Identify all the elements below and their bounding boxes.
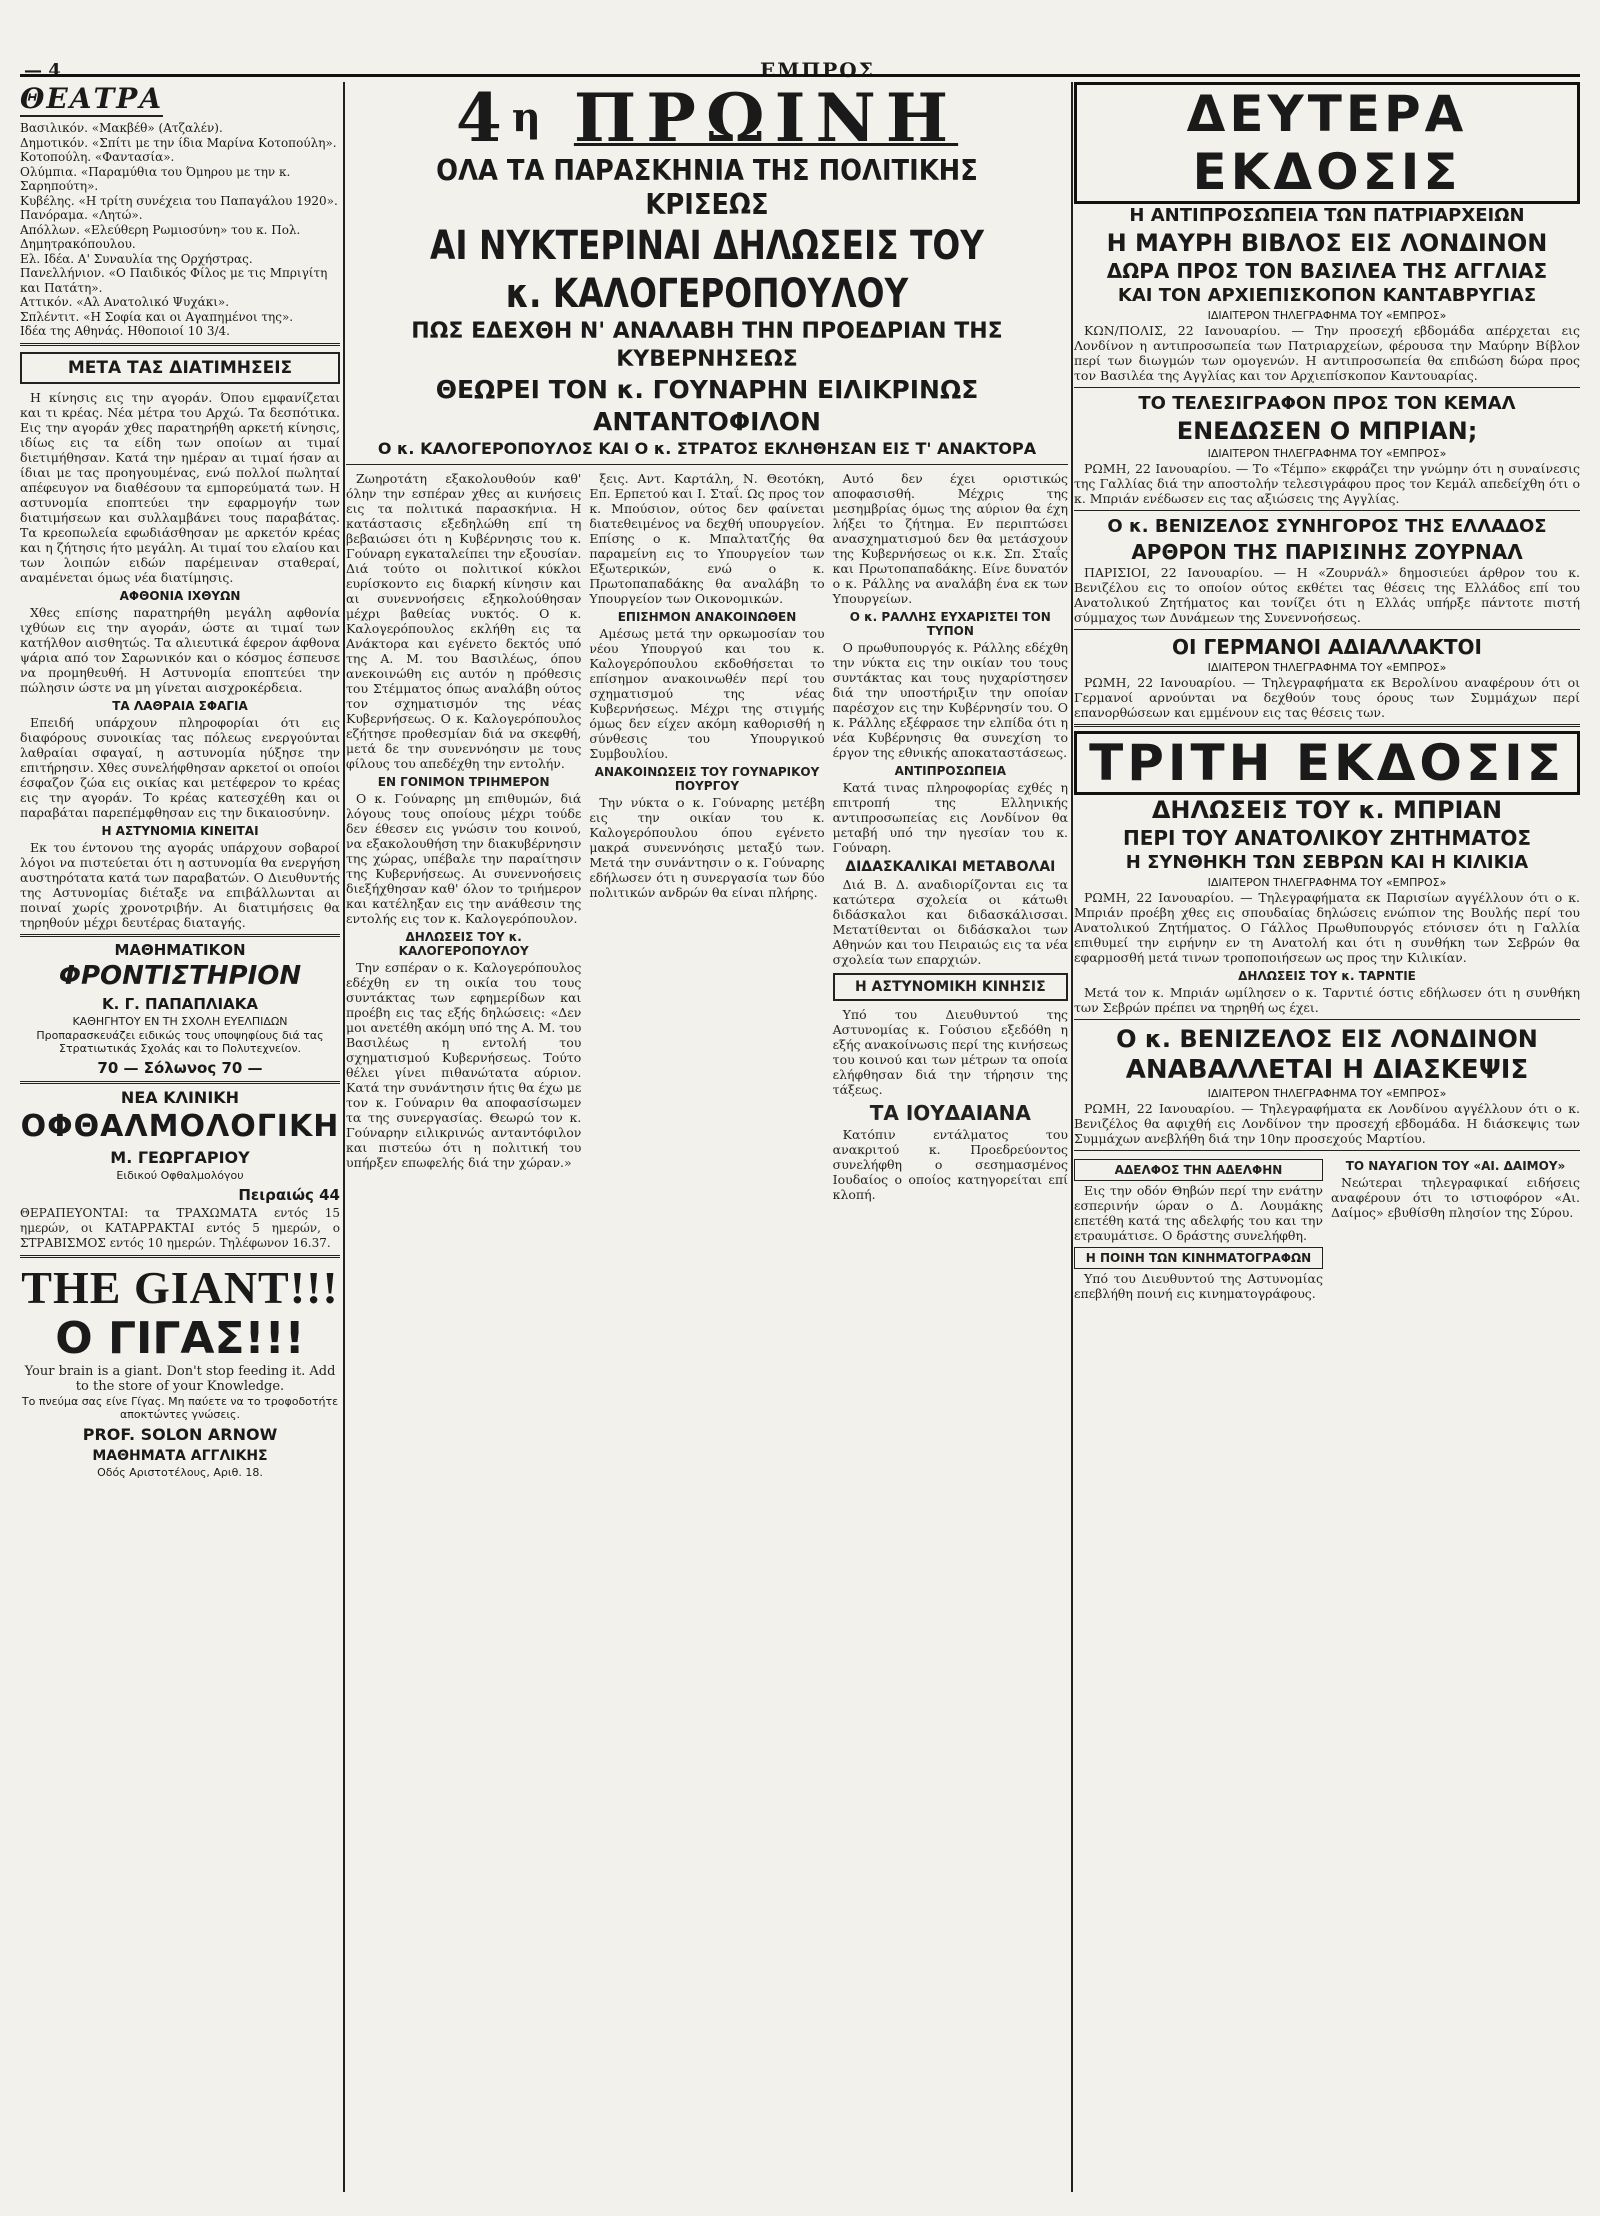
divider <box>346 464 1068 465</box>
headline: ΟΛΑ ΤΑ ΠΑΡΑΣΚΗΝΙΑ ΤΗΣ ΠΟΛΙΤΙΚΗΣ ΚΡΙΣΕΩΣ <box>436 154 978 221</box>
middle-column <box>346 82 1068 2192</box>
headline: Ο κ. ΒΕΝΙΖΕΛΟΣ ΕΙΣ ΛΟΝΔΙΝΟΝ <box>1116 1025 1538 1053</box>
right-column <box>1074 82 1580 2192</box>
ad-title: ΜΑΘΗΜΑΤΙΚΟΝ <box>114 940 246 959</box>
theatre-listing: Ιδέα της Αθηνάς. Ηθοποιοί 10 3/4. <box>20 324 230 338</box>
ad-name: ΦΡΟΝΤΙΣΤΗΡΙΟΝ <box>58 960 302 991</box>
article-columns <box>1074 1155 1580 1303</box>
third-edition-title: ΤΡΙΤΗ ΕΚΔΟΣΙΣ <box>1074 731 1580 795</box>
section-title: Η ΠΟΙΝΗ ΤΩΝ ΚΙΝΗΜΑΤΟΓΡΑΦΩΝ <box>1074 1247 1323 1269</box>
headline: ΔΗΛΩΣΕΙΣ ΤΟΥ κ. ΜΠΡΙΑΝ <box>1151 796 1503 824</box>
headline: Ο κ. ΒΕΝΙΖΕΛΟΣ ΣΥΝΗΓΟΡΟΣ ΤΗΣ ΕΛΛΑΔΟΣ <box>1107 516 1547 537</box>
edition-number: 4 <box>455 82 512 157</box>
headline: Η ΣΥΝΘΗΚΗ ΤΩΝ ΣΕΒΡΩΝ ΚΑΙ Η ΚΙΛΙΚΙΑ <box>1125 852 1529 873</box>
advertisement-clinic <box>20 1088 340 1251</box>
theatre-listing: Πανελλήνιον. «Ο Παιδικός Φίλος με τις Μπριγίτη και Πατάτη». <box>20 266 328 295</box>
headline: ΕΝΕΔΩΣΕΝ Ο ΜΠΡΙΑΝ; <box>1176 417 1478 445</box>
ad-title: THE GIANT!!! <box>21 1261 339 1313</box>
headline: Η ΑΝΤΙΠΡΟΣΩΠΕΙΑ ΤΩΝ ΠΑΤΡΙΑΡΧΕΙΩΝ <box>1129 205 1525 226</box>
main-headline: ΑΙ ΝΥΚΤΕΡΙΝΑΙ ΔΗΛΩΣΕΙΣ ΤΟΥ κ. ΚΑΛΟΓΕΡΟΠΟΥΛΟΥ <box>429 223 985 317</box>
headline: ΚΑΙ ΤΟΝ ΑΡΧΙΕΠΙΣΚΟΠΟΝ ΚΑΝΤΑΒΡΥΓΙΑΣ <box>1117 285 1537 306</box>
ad-name: PROF. SOLON ARNOW <box>82 1424 278 1444</box>
article-column: ξεις. Αντ. Καρτάλη, Ν. Θεοτόκη, Επ. Ερπετού και Ι. Σταΐ. Ως προς τον κ. Μπούσιον, ούτος δεν φαίνεται διατεθειμένος να δεχθή υπουργείον. Επίσης ο κ. Μπαλτατζής θα παραμείνη εις το Υπουργείον των Εξωτερικών, ενώ ο κ. Πρωτοπαπαδάκης θα αναλάβη το Υπουργείον των Οικονομικών. ΕΠΙΣΗΜΟΝ ΑΝΑΚΟΙΝΩΘΕΝ Αμέσως μετά την ορκωμοσίαν του νέου Υπουργού και του κ. Καλογερόπουλου εκδοθήσεται το επίσημον ανακοινωθέν περί του σχηματισμού της νέας Κυβερνήσεως. Μέχρι της στιγμής όμως δεν είχεν ακόμη καθορισθή η σύνθεσις του Υπουργικού Συμβουλίου. ΑΝΑΚΟΙΝΩΣΕΙΣ ΤΟΥ ΓΟΥΝΑΡΙΚΟΥ ΠΟΥΡΓΟΥ Την νύκτα ο κ. Γούναρης μετέβη εις την οικίαν του κ. Καλογερόπουλου όπου εγένετο μακρά συνεννόησις μεταξύ των. Μετά την συνάντησιν ο κ. Γούναρης εδήλωσεν ότι η συνεργασία των δύο πολιτικών ανδρών θα είναι πλήρης. <box>589 471 825 900</box>
article-text: ΡΩΜΗ, 22 Ιανουαρίου. — Τηλεγραφήματα εκ Παρισίων αγγέλλουν ότι ο κ. Μπριάν προέβη χθες εις σπουδαίας δηλώσεις ενώπιον της Βουλής περί του Ανατολικού Ζητήματος. Ο Γάλλος Πρωθυπουργός ετόνισεν ότι η Γαλλία επιθυμεί την ειρήνην εν τη Ανατολή και ότι η συνθήκη των Σεβρών θα εφαρμοσθή μετά τινων τροποποιήσεων ως προς την Κιλικίαν. ΔΗΛΩΣΕΙΣ ΤΟΥ κ. ΤΑΡΝΤΙΕ Μετά τον κ. Μπριάν ωμίλησεν ο κ. Ταρντιέ όστις εδήλωσεν ότι η συνθήκη των Σεβρών πρέπει να τηρηθή ως έχει. <box>1074 890 1580 1015</box>
masthead: ΕΜΠΡΟΣ <box>760 58 875 82</box>
theatre-listing: Ελ. Ιδέα. Α' Συναυλία της Ορχήστρας. <box>20 251 253 266</box>
theatres-list <box>20 121 340 339</box>
ad-doctor: Μ. ΓΕΩΡΓΑΡΙΟΥ <box>110 1147 250 1167</box>
theatre-listing: Ολύμπια. «Παραμύθια του Όμηρου με την κ. Σαρηπούτη». <box>20 164 291 193</box>
theatre-listing: Κοτοπούλη. «Φαντασία». <box>20 150 175 164</box>
theatre-listing: Πανόραμα. «Λητώ». <box>20 208 143 222</box>
telegram-label: ΙΔΙΑΙΤΕΡΟΝ ΤΗΛΕΓΡΑΦΗΜΑ ΤΟΥ «ΕΜΠΡΟΣ» <box>1207 447 1447 460</box>
divider <box>1074 1150 1580 1151</box>
section-title: ΔΙΔΑΣΚΑΛΙΚΑΙ ΜΕΤΑΒΟΛΑΙ <box>845 859 1056 875</box>
ad-address: 70 — Σόλωνος 70 — <box>97 1058 263 1077</box>
column-divider <box>1071 82 1073 2192</box>
article-column: ΤΟ ΝΑΥΑΓΙΟΝ ΤΟΥ «ΑΙ. ΔΑΙΜΟΥ» Νεώτεραι τηλεγραφικαί ειδήσεις αναφέρουν ότι το ιστιοφόρον «Αι. Δαίμος» εβυθίσθη πλησίον της Σύρου. <box>1331 1159 1580 1220</box>
section-title: ΔΗΛΩΣΕΙΣ ΤΟΥ κ. ΚΑΛΟΓΕΡΟΠΟΥΛΟΥ <box>398 930 529 958</box>
article-text: ΠΑΡΙΣΙΟΙ, 22 Ιανουαρίου. — Η «Ζουρνάλ» δημοσιεύει άρθρον του κ. Βενιζέλου εις το οποίον ούτος εκθέτει τας θέσεις της Ελλάδος επί του Ανατολικού Ζητήματος και τονίζει ότι η Ελλάς υπήρξε πάντοτε πιστή σύμμαχος των Δυνάμεων της Συνεννοήσεως. <box>1074 565 1580 625</box>
article-column: Αυτό δεν έχει οριστικώς αποφασισθή. Μέχρις της μεσημβρίας όμως της αύριον θα έχη λήξει το ζήτημα. Εν περιπτώσει ανασχηματισμού δεν θα μετάσχουν της Κυβερνήσεως οι κ.κ. Σπ. Σταΐς και Πρωτοπαπαδάκης. Είνε δυνατόν ο κ. Ράλλης να αναλάβη ένα εκ των Υπουργείων. Ο κ. ΡΑΛΛΗΣ ΕΥΧΑΡΙΣΤΕΙ ΤΟΝ ΤΥΠΟΝ Ο πρωθυπουργός κ. Ράλλης εδέχθη την νύκτα εις την οικίαν του τους συντάκτας και τους ηυχαρίστησεν διά την υποστήριξιν την οποίαν παρέσχον εις την Κυβέρνησίν του. Ο κ. Ράλλης εξέφρασε την ελπίδα ότι η νέα Κυβέρνησις θα συνεχίση το έργον της εθνικής αποκαταστάσεως. ΑΝΤΙΠΡΟΣΩΠΕΙΑ Κατά τινας πληροφορίας εχθές η επιτροπή της Ελληνικής αντιπροσωπείας εις Λονδίνον θα μεταβή υπό την ηγεσίαν του κ. Γούναρη. ΔΙΔΑΣΚΑΛΙΚΑΙ ΜΕΤΑΒΟΛΑΙ Διά Β. Δ. αναδιορίζονται εις τα κατώτερα σχολεία οι κάτωθι διδάσκαλοι και διδασκάλισσαι. Μετατίθενται οι διδάσκαλοι των Αθηνών και του Πειραιώς εις τα νέα σχολεία των επαρχιών. Η ΑΣΤΥΝΟΜΙΚΗ ΚΙΝΗΣΙΣ Υπό του Διευθυντού της Αστυνομίας κ. Γούσιου εξεδόθη η εξής ανακοίνωσις περί της κινήσεως του κοινού και των μέτρων τα οποία ελήφθησαν διά την τήρησιν της τάξεως. ΤΑ ΙΟΥΔΑΙΑΝΑ Κατόπιν εντάλματος του ανακριτού κ. Προεδρεύοντος συνελήφθη ο σεσημασμένος Ιουδαίος ο οποίος κατηγορείται επί κλοπή. <box>832 471 1068 1202</box>
section-title: ΜΕΤΑ ΤΑΣ ΔΙΑΤΙΜΗΣΕΙΣ <box>20 352 340 384</box>
article-text: ΡΩΜΗ, 22 Ιανουαρίου. — Τηλεγραφήματα εκ Λονδίνου αγγέλλουν ότι ο κ. Βενιζέλος θα αφιχθή εις Λονδίνον την προσεχή εβδομάδα. Η διάσκεψις των Συμμάχων ανεβλήθη διά την 10ην προσεχούς Μαρτίου. <box>1074 1101 1580 1146</box>
divider <box>1074 1019 1580 1020</box>
section-title: Η ΑΣΤΥΝΟΜΙΚΗ ΚΙΝΗΣΙΣ <box>833 973 1068 1001</box>
section-title: ΑΝΑΚΟΙΝΩΣΕΙΣ ΤΟΥ ΓΟΥΝΑΡΙΚΟΥ ΠΟΥΡΓΟΥ <box>594 765 820 793</box>
edition-word: ΠΡΩΙΝΗ <box>573 82 959 157</box>
article-text: Χθες επίσης παρατηρήθη μεγάλη αφθονία ιχθύων εις την αγοράν, ώστε αι τιμαί των κατήλθον αισθητώς. Τα αλιευτικά έφερον άφθονα ψάρια από τον Σαρωνικόν και ο κόσμος έσπευσε να προμηθευθή. Η Αστυνομία εποπτεύει την πώλησιν ώστε να μη γίνεται αισχροκέρδεια. <box>20 604 340 695</box>
article-text: Επειδή υπάρχουν πληροφορίαι ότι εις διαφόρους συνοικίας τας πόλεως ενεργούνται λαθραίαι σφαγαί, η αστυνομία ηύξησε την επιτήρησιν. Χθες συνελήφθησαν αρκετοί οι οποίοι έσφαζον ζώα εις οικίας και μετέφερον το κρέας εις την αγοράν. Το κρέας κατεσχέθη και οι παραβάται παρεπέμφθησαν εις την δικαιοσύνην. <box>20 714 340 820</box>
headline: ΑΡΘΡΟΝ ΤΗΣ ΠΑΡΙΣΙΝΗΣ ΖΟΥΡΝΑΛ <box>1131 540 1523 564</box>
ad-address: Πειραιώς 44 <box>238 1185 340 1204</box>
divider <box>1074 510 1580 511</box>
theatre-listing: Σπλέντιτ. «Η Σοφία και οι Αγαπημένοι της». <box>20 309 294 324</box>
telegram-label: ΙΔΙΑΙΤΕΡΟΝ ΤΗΛΕΓΡΑΦΗΜΑ ΤΟΥ «ΕΜΠΡΟΣ» <box>1207 309 1447 322</box>
theatre-listing: Απόλλων. «Ελεύθερη Ρωμιοσύνη» του κ. Πολ. Δημητρακόπουλου. <box>20 222 301 251</box>
telegram-label: ΙΔΙΑΙΤΕΡΟΝ ΤΗΛΕΓΡΑΦΗΜΑ ΤΟΥ «ΕΜΠΡΟΣ» <box>1207 876 1447 889</box>
headline: ΔΩΡΑ ΠΡΟΣ ΤΟΝ ΒΑΣΙΛΕΑ ΤΗΣ ΑΓΓΛΙΑΣ <box>1106 259 1548 283</box>
divider <box>20 934 340 937</box>
section-title: ΕΠΙΣΗΜΟΝ ΑΝΑΚΟΙΝΩΘΕΝ <box>617 610 797 624</box>
ad-title-greek: Ο ΓΙΓΑΣ!!! <box>55 1312 305 1364</box>
headline: Η ΜΑΥΡΗ ΒΙΒΛΟΣ ΕΙΣ ΛΟΝΔΙΝΟΝ <box>1106 229 1548 257</box>
subheadline: Ο κ. ΚΑΛΟΓΕΡΟΠΟΥΛΟΣ ΚΑΙ Ο κ. ΣΤΡΑΤΟΣ ΕΚΛΗΘΗΣΑΝ ΕΙΣ Τ' ΑΝΑΚΤΟΡΑ <box>377 439 1037 458</box>
divider <box>20 1255 340 1258</box>
article-text: ΚΩΝ/ΠΟΛΙΣ, 22 Ιανουαρίου. — Την προσεχή εβδομάδα απέρχεται εις Λονδίνον η αντιπροσωπεία των Πατριαρχείων, φέρουσα την Μαύρην Βίβλον περί των διωγμών των ομογενών. Η αντιπροσωπεία θα επιδώση δώρα προς τον Βασιλέα της Αγγλίας και τον Αρχιεπίσκοπον Καντουαρίας. <box>1074 323 1580 383</box>
theatre-listing: Αττικόν. «Αλ Ανατολικό Ψυχάκι». <box>20 295 230 309</box>
ad-line: Προπαρασκευάζει ειδικώς τους υποψηφίους διά τας Στρατιωτικάς Σχολάς και το Πολυτεχνείον. <box>36 1028 324 1055</box>
divider <box>1074 629 1580 630</box>
subheadline: ΠΩΣ ΕΔΕΧΘΗ Ν' ΑΝΑΛΑΒΗ ΤΗΝ ΠΡΟΕΔΡΙΑΝ ΤΗΣ ΚΥΒΕΡΝΗΣΕΩΣ <box>411 319 1003 372</box>
top-rule <box>20 74 1580 77</box>
left-column <box>20 82 340 2192</box>
section-title: Ο κ. ΡΑΛΛΗΣ ΕΥΧΑΡΙΣΤΕΙ ΤΟΝ ΤΥΠΟΝ <box>849 610 1051 638</box>
theatre-listing: Δημοτικόν. «Σπίτι με την ίδια Μαρίνα Κοτοπούλη». <box>20 135 337 150</box>
ad-address: Οδός Αριστοτέλους, Αριθ. 18. <box>97 1465 263 1479</box>
theatre-listing: Κυβέλης. «Η τρίτη συνέχεια του Παπαγάλου 1920». <box>20 193 338 208</box>
article-column: Ζωηροτάτη εξακολουθούν καθ' όλην την εσπέραν χθες αι κινήσεις εις τα πολιτικά παρασκήνια. Η κατάστασις εξεδηλώθη επί τη βεβαιώσει ότι η Κυβέρνησις του κ. Γούναρη εγκαταλείπει την εξουσίαν. Διά τούτο οι πολιτικοί κύκλοι ευρίσκοντο εις διαρκή κίνησιν και αι συνεννοήσεις εξηκολούθησαν μέχρι βαθείας νυκτός. Ο κ. Καλογερόπουλος εκλήθη εις τα Ανάκτορα και εγένετο δεκτός υπό της Α. Μ. του Βασιλέως, όπου ανεκοινώθη εις αυτόν η πρόθεσις του Στέμματος όπως αναλάβη ούτος τον σχηματισμόν της νέας Κυβερνήσεως. Ο κ. Καλογερόπουλος εζήτησε προθεσμίαν διά να σκεφθή, μετά δε την συνεννόησιν με τους φίλους του απεδέχθη την εντολήν. ΕΝ ΓΟΝΙΜΟΝ ΤΡΙΗΜΕΡΟΝ Ο κ. Γούναρης μη επιθυμών, διά λόγους τους οποίους μέχρι τούδε δεν έθεσεν εις γνώσιν του κοινού, να εξακολουθήση την διακυβέρνησιν της χώρας, υπέβαλε την παραίτησιν της Κυβερνήσεως. Αι συνεννοήσεις διεξήχθησαν καθ' όλον το τριήμερον και κατέληξαν εις την ανάθεσιν της εντολής εις τον κ. Καλογερόπουλον. ΔΗΛΩΣΕΙΣ ΤΟΥ κ. ΚΑΛΟΓΕΡΟΠΟΥΛΟΥ Την εσπέραν ο κ. Καλογερόπουλος εδέχθη εν τη οικία του τους συντάκτας των εφημερίδων και προέβη εις τας εξής δηλώσεις: «Δεν μοι ανετέθη ακόμη υπό της Α. Μ. του Βασιλέως η εντολή του σχηματισμού Κυβερνήσεως. Τούτο θέλει γίνει πιθανώτατα αύριον. Κατά την συνάντησιν ήτις θα έχω με τον κ. Γούναριν θα αποφασίσωμεν τα της συνεργασίας. Θεωρώ τον κ. Γούναρην ειλικρινώς ανταντόφιλον και πιστεύω ότι η πολιτική του υπήρξεν επωφελής διά την χώραν.» <box>346 471 582 1170</box>
article-column: ΑΔΕΛΦΟΣ ΤΗΝ ΑΔΕΛΦΗΝ Εις την οδόν Θηβών περί την ενάτην εσπερινήν ώραν ο Δ. Λουμάκης επετέθη κατά της αδελφής του και την ετραυμάτισε. Ο δράστης συνελήφθη. Η ΠΟΙΝΗ ΤΩΝ ΚΙΝΗΜΑΤΟΓΡΑΦΩΝ Υπό του Διευθυντού της Αστυνομίας επεβλήθη ποινή εις κινηματογράφους. <box>1074 1155 1323 1303</box>
article-text: ΡΩΜΗ, 22 Ιανουαρίου. — Τηλεγραφήματα εκ Βερολίνου αναφέρουν ότι οι Γερμανοί αρνούνται να δεχθούν τους όρους των Συμμάχων περί επανορθώσεων και εμμένουν εις τας θέσεις των. <box>1074 675 1580 720</box>
divider <box>1074 724 1580 727</box>
edition-title <box>346 82 1068 157</box>
telegram-label: ΙΔΙΑΙΤΕΡΟΝ ΤΗΛΕΓΡΑΦΗΜΑ ΤΟΥ «ΕΜΠΡΟΣ» <box>1207 661 1447 674</box>
advertisement-english <box>20 1262 340 1479</box>
ad-name: ΟΦΘΑΛΜΟΛΟΓΙΚΗ <box>20 1108 340 1144</box>
divider <box>1074 387 1580 388</box>
article-text: ΡΩΜΗ, 22 Ιανουαρίου. — Το «Τέμπο» εκφράζει την γνώμην ότι η συναίνεσις της Γαλλίας διά την αποστολήν τελεσιγράφου προς τον Κεμάλ απεδείχθη ότι ο κ. Μπριάν ενέδωσεν εις τας αξιώσεις της Αγγλίας. <box>1074 461 1580 506</box>
section-title: ΤΑ ΛΑΘΡΑΙΑ ΣΦΑΓΙΑ <box>112 698 248 713</box>
section-title: ΑΝΤΙΠΡΟΣΩΠΕΙΑ <box>894 764 1007 778</box>
ad-subtitle: ΜΑΘΗΜΑΤΑ ΑΓΓΛΙΚΗΣ <box>92 1447 268 1464</box>
headline: ΟΙ ΓΕΡΜΑΝΟΙ ΑΔΙΑΛΛΑΚΤΟΙ <box>1172 635 1482 659</box>
headline: ΠΕΡΙ ΤΟΥ ΑΝΑΤΟΛΙΚΟΥ ΖΗΤΗΜΑΤΟΣ <box>1122 826 1532 850</box>
ad-text: ΘΕΡΑΠΕΥΟΝΤΑΙ: τα ΤΡΑΧΩΜΑΤΑ εντός 15 ημερών, οι ΚΑΤΑΡΡΑΚΤΑΙ εντός 5 ημερών, ο ΣΤΡΑΒΙΣΜΟΣ εντός 10 ημερών. Τηλέφωνον 16.37. <box>20 1205 340 1250</box>
section-title: ΔΗΛΩΣΕΙΣ ΤΟΥ κ. ΤΑΡΝΤΙΕ <box>1238 969 1416 983</box>
divider <box>20 343 340 346</box>
ad-line: Ειδικού Οφθαλμολόγου <box>116 1168 244 1182</box>
article-text: Εκ του έντονου της αγοράς υπάρχουν σοβαροί λόγοι να πιστεύεται ότι η αστυνομία θα ενεργήση αυστηρότατα κατά των παραβατών. Ο Διευθυντής της Αστυνομίας διέταξε να επιβάλλωνται αι ποιναί χωρίς χρονοτριβήν. Αι διατιμήσεις θα τηρηθούν μέχρι δευτέρας διαταγής. <box>20 839 340 930</box>
article-columns <box>346 471 1068 1204</box>
ad-line: ΚΑΘΗΓΗΤΟΥ ΕΝ ΤΗ ΣΧΟΛΗ ΕΥΕΛΠΙΔΩΝ <box>72 1014 288 1028</box>
telegram-label: ΙΔΙΑΙΤΕΡΟΝ ΤΗΛΕΓΡΑΦΗΜΑ ΤΟΥ «ΕΜΠΡΟΣ» <box>1207 1087 1447 1100</box>
second-edition-title: ΔΕΥΤΕΡΑ ΕΚΔΟΣΙΣ <box>1074 82 1580 204</box>
theatres-title: ΘΕΑΤΡΑ <box>20 82 164 115</box>
ad-text-greek: Το πνεύμα σας είνε Γίγας. Μη παύετε να το τροφοδοτήτε αποκτώντες γνώσεις. <box>21 1394 339 1421</box>
section-title: ΕΝ ΓΟΝΙΜΟΝ ΤΡΙΗΜΕΡΟΝ <box>377 775 550 789</box>
headline: ΑΝΑΒΑΛΛΕΤΑΙ Η ΔΙΑΣΚΕΨΙΣ <box>1125 1055 1529 1085</box>
subheadline: ΘΕΩΡΕΙ ΤΟΝ κ. ΓΟΥΝΑΡΗΝ ΕΙΛΙΚΡΙΝΩΣ ΑΝΤΑΝΤΟΦΙΛΟΝ <box>435 375 979 436</box>
ad-title: ΝΕΑ ΚΛΙΝΙΚΗ <box>120 1087 240 1107</box>
column-divider <box>343 82 345 2192</box>
ad-text: Your brain is a giant. Don't stop feeding it. Add to the store of your Knowledge. <box>24 1363 336 1394</box>
article-text: Η κίνησις εις την αγοράν. Όπου εμφανίζεται και τι κρέας. Νέα μέτρα του Αρχώ. Τα δεσπότικα. Εις την αγοράν χθες παρατηρήθη αρκετή κίνησις, ιδίως εις τα είδη των οποίων αι τιμαί διετιμήθησαν. Κατά την ημέραν αι τιμαί ήσαν αι ίδιαι με τας προηγουμένας, ενώ πολλοί πωληταί απέφευγον να διαθέσουν τα εμπορεύματά των. Η αστυνομία εποπτεύει την εφαρμογήν των διατιμήσεων και συλλαμβάνει τους παραβάτας. Τα κρεοπωλεία εφωδιάσθησαν με αρκετόν κρέας και η ζήτησις ήτο μεγάλη. Αι τιμαί του ελαίου και των λοιπών ειδών παρέμειναν σταθεραί, αναμένεται όμως νέα διατίμησις. <box>20 389 340 585</box>
section-title: ΑΔΕΛΦΟΣ ΤΗΝ ΑΔΕΛΦΗΝ <box>1074 1159 1323 1181</box>
divider <box>20 1081 340 1084</box>
section-title: ΤΟ ΝΑΥΑΓΙΟΝ ΤΟΥ «ΑΙ. ΔΑΙΜΟΥ» <box>1345 1159 1566 1173</box>
ad-teacher: Κ. Γ. ΠΑΠΑΠΛΙΑΚΑ <box>102 994 258 1013</box>
section-title: Η ΑΣΤΥΝΟΜΙΑ ΚΙΝΕΙΤΑΙ <box>101 823 259 838</box>
page-number: — 4 <box>24 60 61 81</box>
edition-suffix: η <box>511 94 541 141</box>
advertisement-tutoring <box>20 941 340 1077</box>
theatre-listing: Βασιλικόν. «Μακβέθ» (Ατζαλέν). <box>20 121 223 135</box>
section-title: ΤΑ ΙΟΥΔΑΙΑΝΑ <box>869 1101 1031 1125</box>
headline: ΤΟ ΤΕΛΕΣΙΓΡΑΦΟΝ ΠΡΟΣ ΤΟΝ ΚΕΜΑΛ <box>1138 393 1516 414</box>
section-title: ΑΦΘΟΝΙΑ ΙΧΘΥΩΝ <box>119 588 241 603</box>
